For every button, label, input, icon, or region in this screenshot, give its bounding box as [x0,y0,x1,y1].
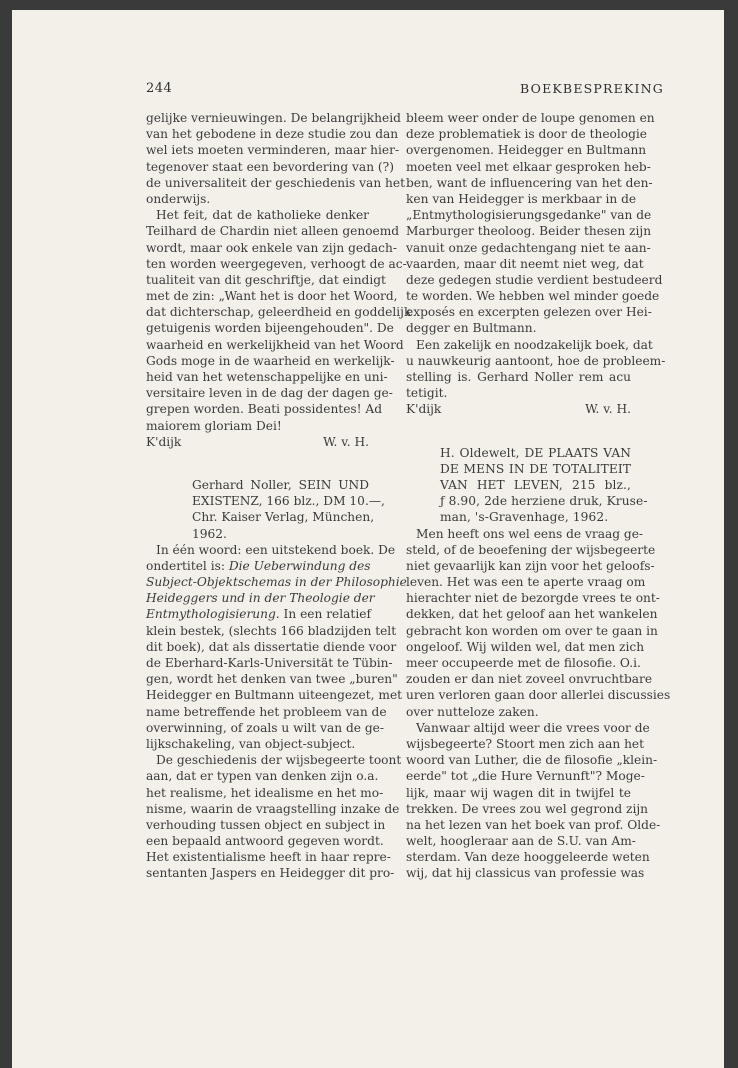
review-signature [406,401,631,417]
heading-line: man, 's-Gravenhage, 1962. [440,510,609,525]
text-line: De geschiedenis der wijsbegeerte toont [156,753,402,768]
text-line: het realisme, het idealisme en het mo- [146,785,384,800]
text-line: Een zakelijk en noodzakelijk boek, dat [416,337,653,352]
text-line: gebracht kon worden om over te gaan in [406,623,658,638]
book-subtitle: Die Ueberwindung des [228,558,371,573]
text-line: bleem weer onder de loupe genomen en [406,111,655,125]
text-line: verhouding tussen object en subject in [146,817,386,832]
text-line: Marburger theoloog. Beider thesen zijn [406,224,652,239]
text-line: te worden. We hebben wel minder goede [406,289,660,304]
text-line: deze problematiek is door de theologie [406,127,648,142]
text-line: waarheid en werkelijkheid van het Woord [146,337,404,352]
text-line: maiorem gloriam Dei! [146,418,282,433]
text-line: „Entmythologisierungsgedanke" van de [406,208,652,223]
text-line [146,558,369,574]
heading-line: ƒ 8.90, 2de herziene druk, Kruse- [440,494,648,509]
paragraph [146,542,407,752]
paragraph [406,720,661,882]
signature-initials: W. v. H. [585,402,631,417]
text-line: wijsbegeerte? Stoort men zich aan het [406,736,645,751]
text-line: welt, hoogleraar aan de S.U. van Am- [406,834,636,849]
text-line: tetigit. [406,386,448,401]
paragraph [406,337,666,402]
text-line: vaarden, maar dit neemt niet weg, dat [406,256,644,271]
text-line: In één woord: een uitstekend boek. De [156,542,396,557]
text-line: Heidegger en Bultmann uiteengezet, met [146,688,403,703]
text-line: grepen worden. Beati possidentes! Ad [146,402,383,417]
text-line: niet gevaarlijk kan zijn voor het geloofs- [406,558,655,573]
text-line: tegenover staat een bevordering van (?) [146,159,394,174]
review-heading [406,445,648,526]
text-line: leven. Het was een te aperte vraag om [406,575,646,590]
text-line: u nauwkeurig aantoont, hoe de probleem- [406,353,666,368]
text-line: de universaliteit der geschiedenis van het [146,175,405,190]
book-subtitle: Entmythologisierung. [146,607,280,622]
text-line: versitaire leven in de dag der dagen ge- [146,386,393,401]
text-line: ongeloof. Wij wilden wel, dat men zich [406,639,645,654]
text-line: wordt, maar ook enkele van zijn gedach- [146,240,397,255]
text-line [146,590,375,606]
text-line: Men heeft ons wel eens de vraag ge- [416,526,644,541]
heading-line: EXISTENZ, 166 blz., DM 10.—, [192,494,385,509]
text-line: meer occupeerde met de filosofie. O.i. [406,656,641,670]
heading-line: 1962. [192,526,227,541]
text-line: Het existentialisme heeft in haar repre- [146,850,391,865]
text-line: stelling is. Gerhard Noller rem acu [406,370,631,384]
page [12,10,724,1068]
heading-line: H. Oldewelt, DE PLAATS VAN [440,445,631,460]
text-line: overgenomen. Heidegger en Bultmann [406,143,647,158]
text-line: getuigenis worden bijeengehouden". De [146,321,394,336]
text-line: trekken. De vrees zou wel gegrond zijn [406,801,648,816]
right-column [406,110,671,882]
text-line: over nutteloze zaken. [406,704,539,719]
running-header: BOEKBESPREKING [520,81,664,96]
text-line: exposés en excerpten gelezen over Hei- [406,305,652,320]
text-line: dit boek), dat als dissertatie diende voor [146,639,397,654]
paragraph [406,110,663,337]
signature-place: K'dijk [406,402,442,417]
text-line: eerde" tot „die Hure Vernunft"? Moge- [406,769,645,784]
text-line: ken van Heidegger is merkbaar in de [406,191,637,206]
paragraph [406,526,671,720]
heading-line: Gerhard Noller, SEIN UND [192,477,369,492]
text-line: heid van het wetenschappelijke en uni- [146,370,388,384]
text-line: nisme, waarin de vraagstelling inzake de [146,801,400,816]
text-line: hierachter niet de bezorgde vrees te ont- [406,591,660,606]
text-line: dat dichterschap, geleerdheid en goddelijk [146,305,412,320]
book-subtitle: Heideggers und in der Theologie der [146,591,375,606]
paragraph [146,752,402,882]
text-line: sterdam. Van deze hooggeleerde weten [406,850,650,865]
page-number: 244 [146,81,173,96]
text-line: deze gedegen studie verdient bestudeerd [406,272,663,287]
paragraph [146,207,412,434]
heading-line: Chr. Kaiser Verlag, München, [192,510,375,525]
signature-place: K'dijk [146,434,182,449]
text-line: dekken, dat het geloof aan het wankelen [406,607,658,622]
text-line: zouden er dan niet zoveel onvruchtbare [406,672,653,687]
text-line: woord van Luther, die de filosofie „klein- [406,753,658,768]
heading-line: DE MENS IN DE TOTALITEIT [440,461,631,476]
text-line: een bepaald antwoord gegeven wordt. [146,834,384,849]
text-line: Gods moge in de waarheid en werkelijk- [146,353,395,368]
heading-line: VAN HET LEVEN, 215 blz., [440,477,631,492]
text-line: onderwijs. [146,191,211,206]
left-column [146,110,412,882]
text-line: Teilhard de Chardin niet alleen genoemd [146,224,400,239]
text-line: met de zin: „Want het is door het Woord, [146,289,398,304]
text-line: name betreffende het probleem van de [146,704,387,719]
review-signature [146,434,369,450]
text-line: steld, of de beoefening der wijsbegeerte [406,542,656,557]
text-segment: In een relatief [279,607,371,622]
text-line: degger en Bultmann. [406,321,537,336]
text-line: lijk, maar wij wagen dit in twijfel te [406,785,631,800]
text-line: sentanten Jaspers en Heidegger dit pro- [146,866,395,881]
text-line: tualiteit van dit geschriftje, dat eindigt [146,272,386,287]
text-line: aan, dat er typen van denken zijn o.a. [146,769,379,784]
text-line: vanuit onze gedachtengang niet te aan- [406,240,651,255]
book-subtitle: Subject-Objektschemas in der Philosophie [146,575,407,590]
text-line: ten worden weergegeven, verhoogt de ac- [146,256,407,271]
review-heading [146,477,385,542]
text-line: lijkschakeling, van object-subject. [146,736,356,751]
text-line: overwinning, of zoals u wilt van de ge- [146,720,384,735]
text-line: Het feit, dat de katholieke denker [156,208,369,223]
text-line: van het gebodene in deze studie zou dan [146,127,399,142]
text-line: uren verloren gaan door allerlei discussies [406,688,671,703]
text-line: moeten veel met elkaar gesproken heb- [406,159,651,174]
text-line: na het lezen van het boek van prof. Olde- [406,817,661,832]
text-line: Vanwaar altijd weer die vrees voor de [416,720,650,735]
text-line: ben, want de influencering van het den- [406,175,653,190]
text-line: klein bestek, (slechts 166 bladzijden telt [146,623,397,638]
signature-initials: W. v. H. [323,434,369,449]
text-segment: ondertitel is: [146,558,229,573]
text-line: de Eberhard-Karls-Universität te Tübin- [146,656,393,670]
paragraph [146,110,405,207]
text-line: gelijke vernieuwingen. De belangrijkheid [146,111,401,125]
text-line: wij, dat hij classicus van professie was [406,866,645,881]
text-line: gen, wordt het denken van twee „buren" [146,672,398,687]
text-line [146,574,407,590]
text-line [146,606,369,622]
text-line: wel iets moeten verminderen, maar hier- [146,143,400,158]
